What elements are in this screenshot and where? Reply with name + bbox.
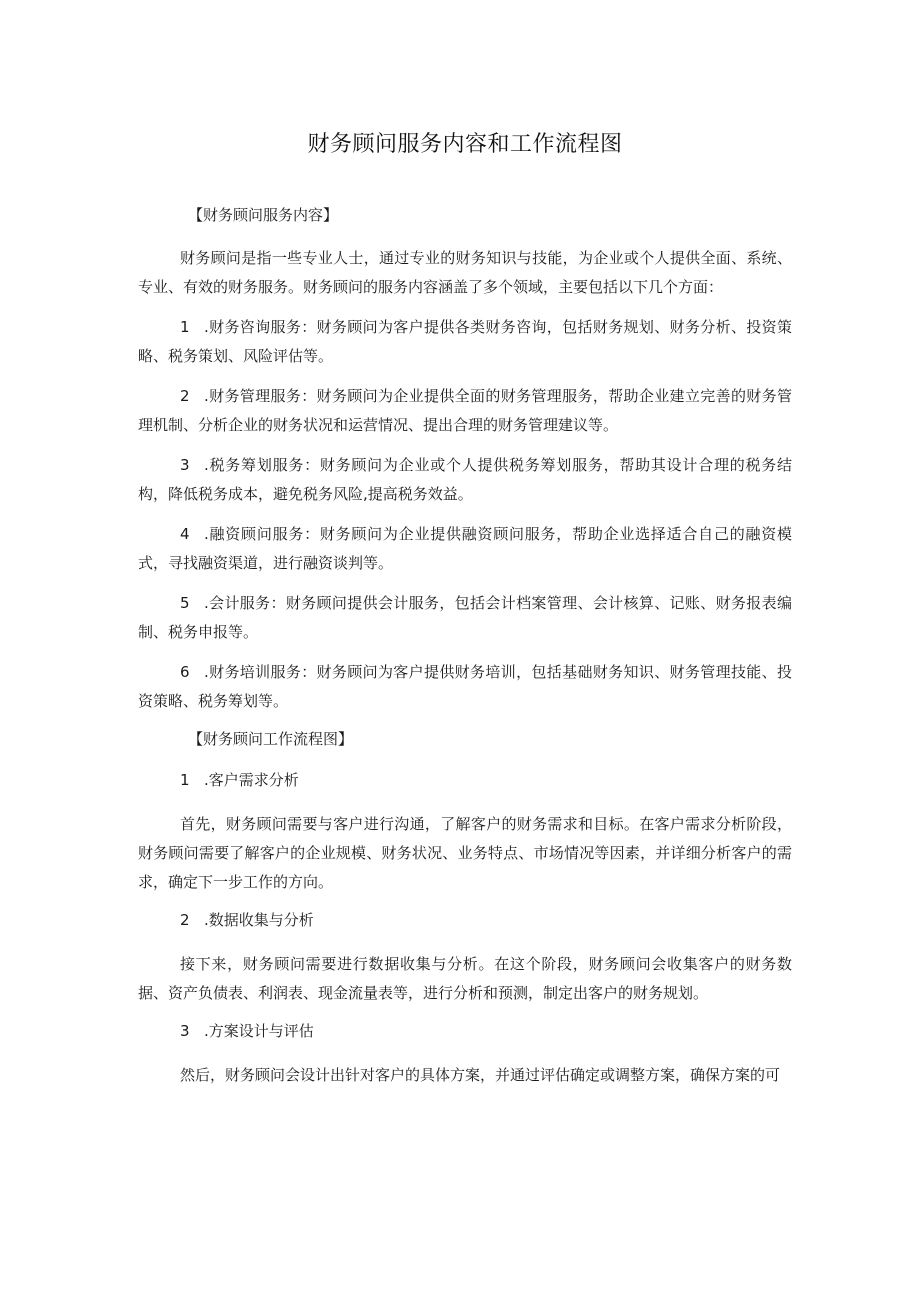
service-item-number: 4 [180, 525, 190, 543]
step-title-text: .数据收集与分析 [204, 911, 314, 929]
service-item-1 [138, 313, 792, 371]
services-intro: 财务顾问是指一些专业人士，通过专业的财务知识与技能，为企业或个人提供全面、系统、专业、有效的财务服务。财务顾问的服务内容涵盖了多个领域，主要包括以下几个方面： [138, 249, 792, 296]
service-item-text: .财务管理服务：财务顾问为企业提供全面的财务管理服务，帮助企业建立完善的财务管理机制、分析企业的财务状况和运营情况、提出合理的财务管理建议等。 [138, 387, 792, 434]
services-heading: 【财务顾问服务内容】 [188, 206, 339, 224]
workflow-step-1-title [180, 768, 792, 792]
service-item-2 [138, 382, 792, 440]
service-item-number: 2 [180, 387, 190, 405]
service-item-number: 3 [180, 456, 190, 474]
service-item-5 [138, 589, 792, 647]
step-title-text: .方案设计与评估 [204, 1022, 314, 1040]
step-number: 2 [180, 911, 190, 929]
service-item-text: .会计服务：财务顾问提供会计服务，包括会计档案管理、会计核算、记账、财务报表编制、税务申报等。 [138, 594, 792, 641]
step-title-text: .客户需求分析 [204, 771, 299, 789]
workflow-step-2-title [180, 908, 792, 932]
service-item-number: 1 [180, 318, 190, 336]
service-item-text: .融资顾问服务：财务顾问为企业提供融资顾问服务，帮助企业选择适合自己的融资模式，寻找融资渠道，进行融资谈判等。 [138, 525, 792, 572]
service-item-number: 5 [180, 594, 190, 612]
workflow-step-1-body: 首先，财务顾问需要与客户进行沟通，了解客户的财务需求和目标。在客户需求分析阶段，财务顾问需要了解客户的企业规模、财务状况、业务特点、市场情况等因素，并详细分析客户的需求，确定下一步工作的方向。 [138, 815, 792, 891]
workflow-heading: 【财务顾问工作流程图】 [188, 730, 354, 748]
workflow-step-2-body: 接下来，财务顾问需要进行数据收集与分析。在这个阶段，财务顾问会收集客户的财务数据、资产负债表、利润表、现金流量表等，进行分析和预测，制定出客户的财务规划。 [138, 955, 792, 1002]
document-title: 财务顾问服务内容和工作流程图 [307, 132, 623, 157]
step-number: 1 [180, 771, 190, 789]
service-item-text: .财务培训服务：财务顾问为客户提供财务培训，包括基础财务知识、财务管理技能、投资策略、税务筹划等。 [138, 663, 792, 710]
workflow-step-3-title [180, 1019, 792, 1043]
service-item-4 [138, 520, 792, 578]
service-item-3 [138, 451, 792, 509]
service-item-text: .财务咨询服务：财务顾问为客户提供各类财务咨询，包括财务规划、财务分析、投资策略、税务策划、风险评估等。 [138, 318, 792, 365]
service-item-text: .税务筹划服务：财务顾问为企业或个人提供税务筹划服务，帮助其设计合理的税务结构，降低税务成本，避免税务风险,提高税务效益。 [138, 456, 792, 503]
service-item-number: 6 [180, 663, 190, 681]
service-item-6 [138, 658, 792, 716]
workflow-step-3-body: 然后，财务顾问会设计出针对客户的具体方案，并通过评估确定或调整方案，确保方案的可 [180, 1066, 781, 1084]
step-number: 3 [180, 1022, 190, 1040]
